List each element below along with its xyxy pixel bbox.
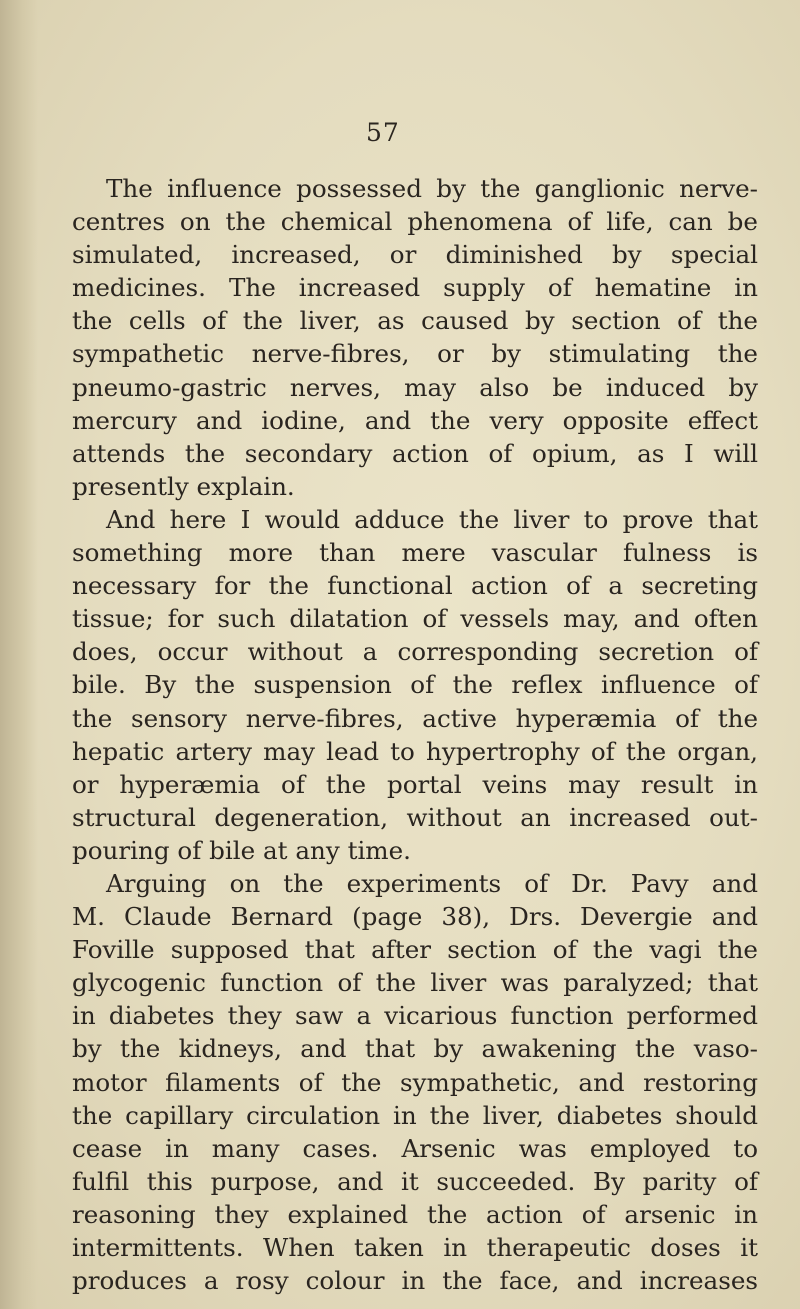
text-line: mercury and iodine, and the very opposite effect [72, 405, 758, 435]
text-line: hepatic artery may lead to hypertrophy of the organ, [72, 736, 758, 766]
text-line: intermittents. When taken in therapeutic doses it [72, 1233, 758, 1262]
text-line: the capillary circulation in the liver, diabetes should [72, 1100, 758, 1130]
text-line: glycogenic function of the liver was paralyzed; that [72, 968, 758, 998]
text-line: or hyperæmia of the portal veins may result in [72, 769, 758, 799]
binding-shadow [0, 0, 38, 1309]
text-line: pneumo-gastric nerves, may also be induced by [72, 372, 758, 402]
text-line: in diabetes they saw a vicarious function performed [72, 1001, 758, 1031]
paragraph [72, 172, 758, 503]
text-line: structural degeneration, without an increased out- [72, 802, 758, 832]
paragraph [72, 503, 758, 867]
text-line: the sensory nerve-fibres, active hyperæmia of the [72, 703, 758, 733]
text-line: centres on the chemical phenomena of life, can be [72, 207, 758, 237]
text-line: fulfil this purpose, and it succeeded. By parity of [72, 1166, 758, 1196]
text-line: necessary for the functional action of a secreting [72, 571, 758, 601]
text-line: cease in many cases. Arsenic was employed to [72, 1133, 758, 1163]
text-line: reasoning they explained the action of arsenic in [72, 1199, 758, 1229]
text-line: The influence possessed by the ganglionic nerve- [106, 174, 758, 203]
text-line: bile. By the suspension of the reflex influence of [72, 670, 758, 700]
text-line: And here I would adduce the liver to prove that [106, 504, 758, 534]
text-line: produces a rosy colour in the face, and increases [72, 1266, 758, 1296]
text-line: Arguing on the experiments of Dr. Pavy and [106, 868, 758, 898]
text-line: does, occur without a corresponding secretion of [72, 637, 758, 667]
text-line: motor filaments of the sympathetic, and restoring [72, 1067, 758, 1097]
text-line: pouring of bile at any time. [72, 835, 412, 865]
paragraph [72, 867, 758, 1297]
text-line: simulated, increased, or diminished by special [72, 240, 758, 270]
text-line: attends the secondary action of opium, as I will [72, 438, 758, 468]
text-line: presently explain. [72, 471, 295, 501]
text-line: sympathetic nerve-fibres, or by stimulating the [72, 339, 758, 369]
body-text [72, 172, 758, 1297]
text-line: M. Claude Bernard (page 38), Drs. Devergie and [72, 902, 758, 932]
page-number: 57 [366, 118, 400, 147]
text-line: something more than mere vascular fulness is [72, 538, 758, 568]
text-line: medicines. The increased supply of hematine in [72, 273, 758, 303]
text-line: Foville supposed that after section of the vagi the [72, 935, 758, 965]
text-line: tissue; for such dilatation of vessels may, and often [72, 604, 758, 634]
text-line: by the kidneys, and that by awakening the vaso- [72, 1034, 758, 1064]
text-line: the cells of the liver, as caused by section of the [72, 306, 758, 336]
